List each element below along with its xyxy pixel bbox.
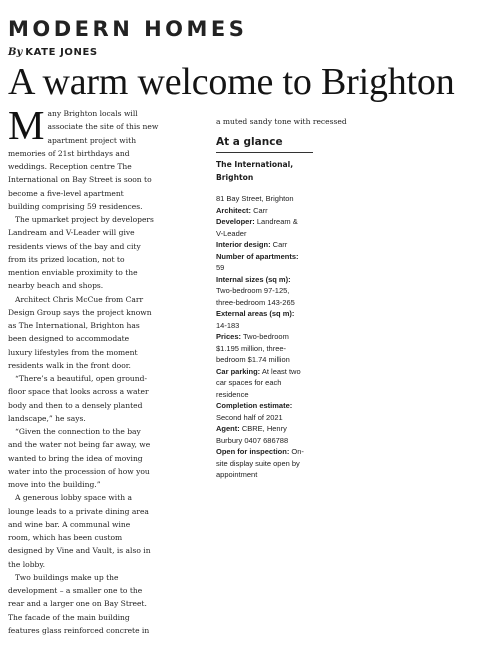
text-line: body and then to a densely planted [8,400,143,410]
glance-item-value: 59 [216,263,225,272]
drop-cap: M [8,102,45,148]
text-line: been designed to accommodate [8,334,130,344]
text-line: The upmarket project by developers [15,215,154,224]
glance-item-label: Developer: [216,217,255,226]
glance-item-line [216,308,316,320]
text-line: nearby beach and shops. [8,281,104,291]
glance-item-value: Two-bedroom [241,332,289,341]
glance-item-value: car spaces for each [216,378,282,387]
text-line: apartment project with [47,135,137,145]
section-title: MODERN HOMES [8,17,248,41]
glance-item-value: Landream & [254,217,298,226]
glance-subtitle [216,158,293,184]
glance-item-label: Agent: [216,424,240,433]
glance-item-value: appointment [216,470,258,479]
text-line: luxury lifestyles from the moment [8,347,138,357]
glance-item-label: External areas (sq m): [216,309,295,318]
text-line: designed by Vine and Vault, is also in [8,546,151,556]
article-continuation: a muted sandy tone with recessed [216,117,347,126]
text-line: building comprising 59 residences. [8,201,143,211]
article-paragraph [8,425,168,491]
article-paragraph [8,372,168,425]
text-line: development – a smaller one to the [8,586,143,595]
text-line: memories of 21st birthdays and [8,148,130,158]
byline-prefix: By [8,47,23,58]
glance-item-value: V-Leader [216,228,247,238]
text-line: The facade of the main building [8,612,130,622]
article-paragraph [8,293,168,373]
text-line: Two buildings make up the [15,572,119,582]
glance-item-line [216,366,316,378]
text-line: from its prized location, not to [8,254,125,264]
headline: A warm welcome to Brighton [8,61,455,103]
glance-item-label: Car parking: [216,366,261,376]
glance-item-line [216,216,316,228]
text-line: Design Group says the project known [8,307,152,317]
glance-item-label: Completion estimate: [216,401,293,410]
glance-item-line [216,331,316,343]
glance-item-value: Burbury 0407 686788 [216,435,289,445]
glance-address: 81 Bay Street, Brighton [216,194,294,203]
glance-subtitle-line: Brighton [216,173,254,182]
glance-item-line [216,446,316,458]
glance-item-value: Two-bedroom 97-125, [216,286,290,295]
text-line: move into the building.” [8,480,101,489]
glance-item-label: Number of apartments: [216,251,299,261]
glance-item-line [216,423,316,435]
text-line: associate the site of this new [47,122,159,132]
glance-item-label: Internal sizes (sq m): [216,274,291,284]
glance-item-line [216,274,316,286]
text-line: residents views of the bay and city [8,241,141,251]
text-line: room, which has been custom [8,533,123,542]
byline [8,47,98,58]
glance-item-value: At least two [260,366,301,376]
byline-author: KATE JONES [25,47,98,58]
glance-item-value: Carr [270,240,288,249]
text-line: landscape,” he says. [8,413,86,423]
glance-item-line [216,239,316,251]
glance-title: At a glance [216,136,313,153]
article-paragraph [8,213,168,293]
text-line: “Given the connection to the bay [15,427,141,436]
glance-item-label: Prices: [216,332,242,341]
glance-item-value: On- [289,447,304,456]
text-line: Architect Chris McCue from Carr [15,294,144,304]
article-paragraph [8,491,168,571]
glance-subtitle-line: The International, [216,160,294,169]
text-line: the lobby. [8,559,46,569]
text-line: as The International, Brighton has [8,321,140,330]
article-paragraph [8,571,168,637]
glance-item-value: bedroom $1.74 million [216,355,290,364]
glance-item-value: 14-183 [216,320,240,330]
text-line: and wine bar. A communal wine [8,519,131,529]
text-line: any Brighton locals will [47,109,138,118]
text-line: “There’s a beautiful, open ground- [15,374,148,383]
text-line: features glass reinforced concrete in [8,625,150,635]
glance-list [216,193,316,481]
text-line: residents walk in the front door. [8,360,131,370]
text-line: mention enviable proximity to the [8,268,138,277]
glance-item-value: CBRE, Henry [239,424,287,433]
glance-item-value: $1.195 million, three- [216,343,287,353]
glance-item-label: Architect: [216,205,252,215]
text-line: weddings. Reception centre The [8,162,132,171]
glance-item-value: Carr [251,205,268,215]
article-body-column [8,102,168,637]
glance-item-label: Open for inspection: [216,447,290,456]
text-line: A generous lobby space with a [15,493,132,503]
text-line: and the water not being far away, we [8,440,151,450]
text-line: International on Bay Street is soon to [8,175,152,185]
text-line: lounge leads to a private dining area [8,506,149,516]
glance-item-value: site display suite open by [216,458,300,468]
glance-item-line [216,251,316,263]
glance-item-value: residence [216,389,249,399]
text-line: rear and a larger one on Bay Street. [8,599,147,609]
glance-item-value: Second half of 2021 [216,412,283,422]
glance-item-line [216,205,316,217]
glance-item-value: three-bedroom 143-265 [216,297,295,307]
glance-item-label: Interior design: [216,240,271,249]
text-line: wanted to bring the idea of moving [8,453,143,463]
text-line: Landream and V-Leader will give [8,228,135,238]
text-line: floor space that looks across a water [8,387,149,397]
text-line: become a five-level apartment [8,188,124,198]
text-line: water into the procession of how you [8,466,150,476]
glance-item-line [216,400,316,412]
